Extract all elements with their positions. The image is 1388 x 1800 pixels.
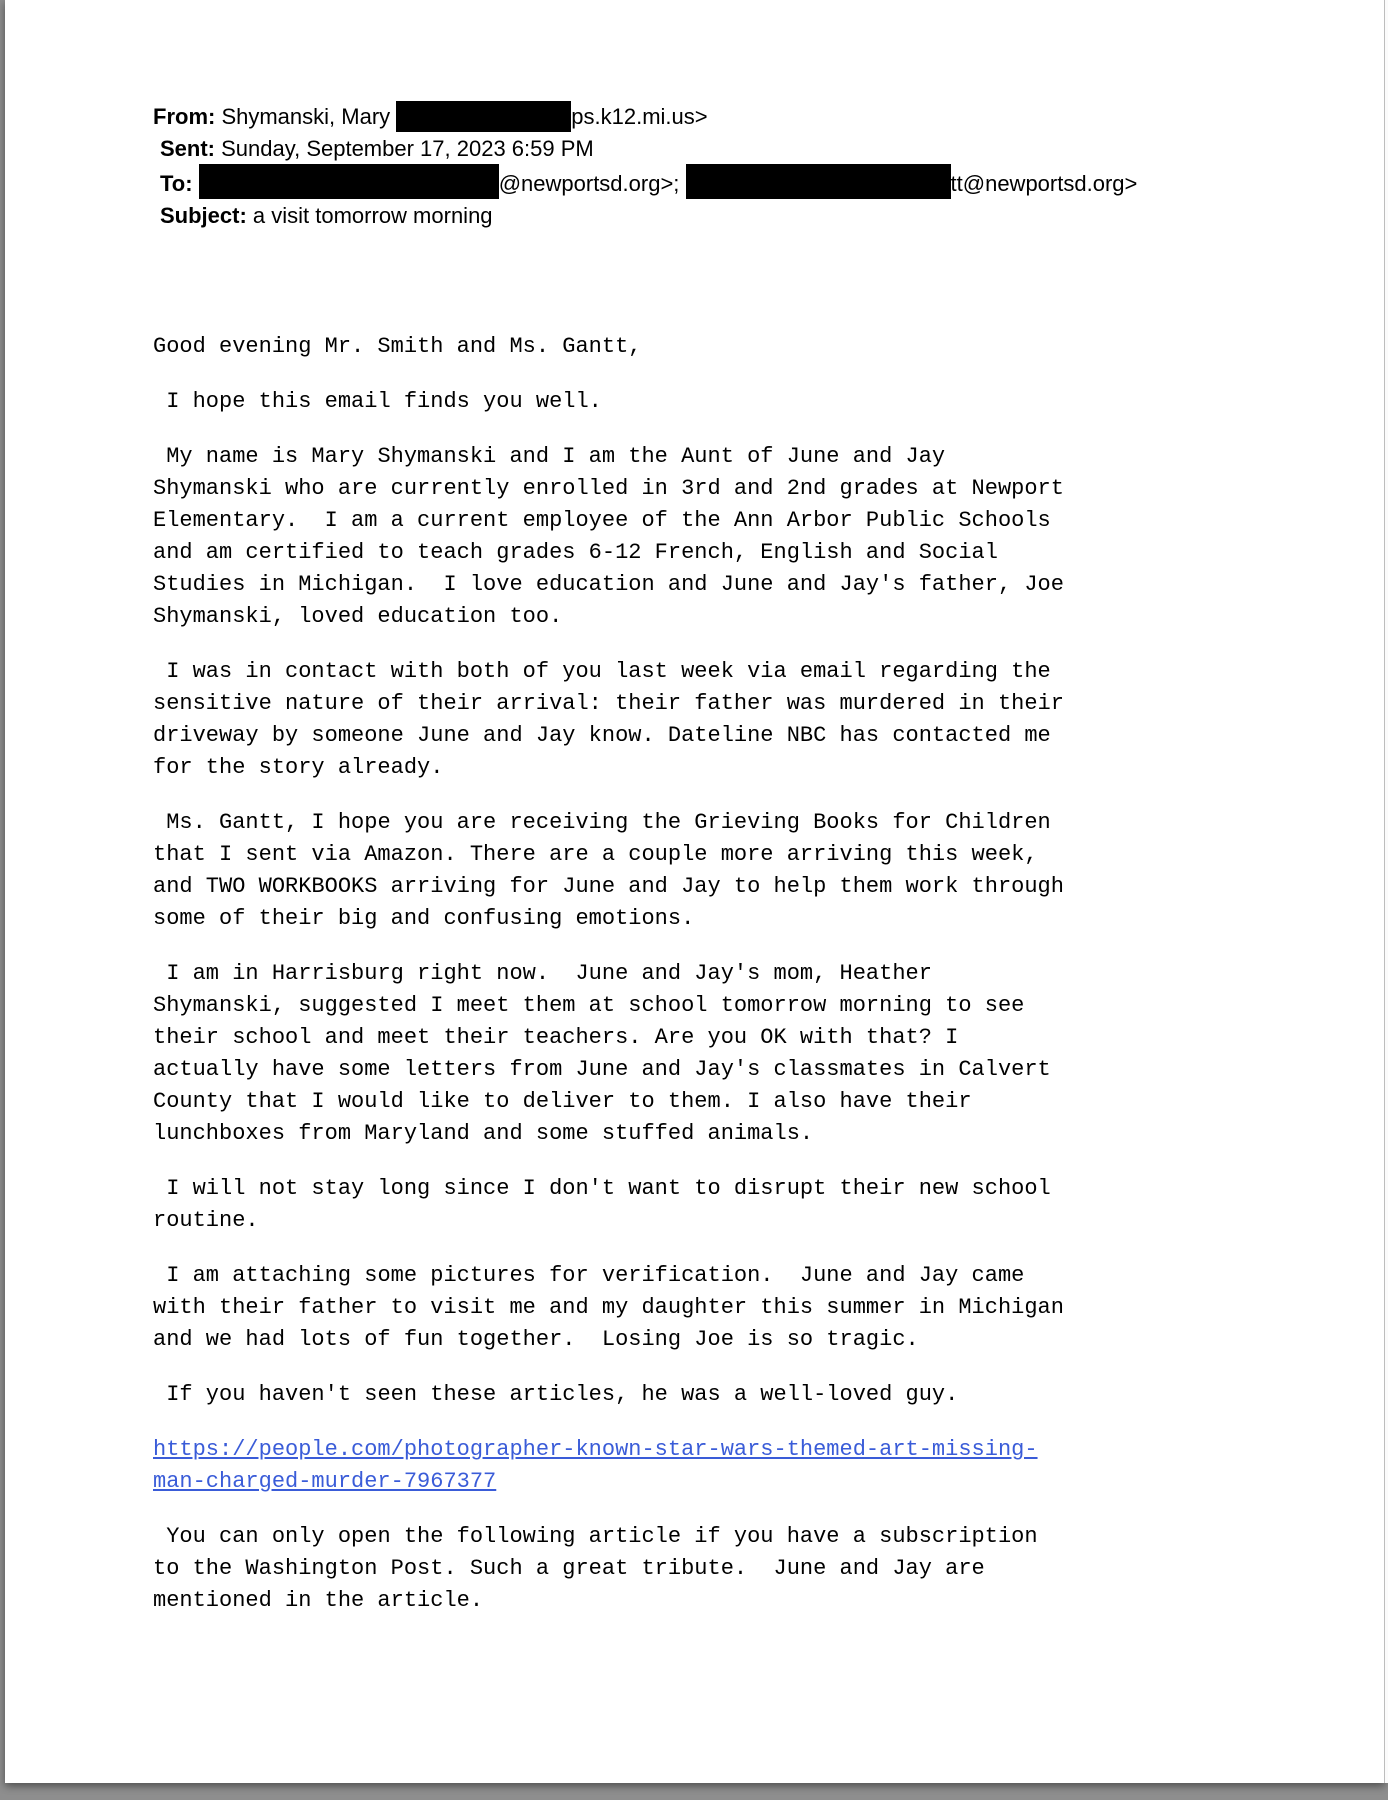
body-paragraph: You can only open the following article if you have a subscription to the Washington Post. Such a great tribute. June and Jay are mentioned in the article. (153, 1524, 1051, 1613)
email-page (5, 0, 1385, 1783)
body-paragraph: I am in Harrisburg right now. June and Jay's mom, Heather Shymanski, suggested I meet them at school tomorrow morning to see their school and meet their teachers. Are you OK with that? I actually have some letters from June and Jay's classmates in Calvert County that I would like to deliver to them. I also have their lunchboxes from Maryland and some stuffed animals. (153, 961, 1064, 1146)
email-header (153, 101, 1384, 231)
redaction-box (199, 164, 499, 199)
header-text: ps.k12.mi.us> (571, 104, 708, 129)
link-paragraph (153, 1434, 1071, 1498)
header-label-sent: Sent: (160, 135, 215, 161)
header-text: Shymanski, Mary (215, 104, 397, 129)
body-paragraph: If you haven't seen these articles, he was a well-loved guy. (153, 1382, 959, 1407)
header-text: tt@newportsd.org> (950, 171, 1138, 196)
article-link[interactable]: https://people.com/photographer-known-star-wars-themed-art-missing-man-charged-murder-7967377 (153, 1437, 1038, 1494)
header-text: a visit tomorrow morning (246, 202, 493, 228)
header-label-subject: Subject: (160, 202, 247, 228)
page-content (5, 0, 1384, 1617)
redaction-box (686, 164, 951, 199)
email-body (153, 331, 1384, 1617)
body-paragraph: Ms. Gantt, I hope you are receiving the Grieving Books for Children that I sent via Amazon. There are a couple more arriving this week, and TWO WORKBOOKS arriving for June and Jay to help them work through some of their big and confusing emotions. (153, 810, 1078, 931)
body-paragraph: I hope this email finds you well. (153, 389, 602, 414)
header-label-from: From: (153, 104, 216, 129)
header-label-to: To: (160, 171, 193, 196)
header-row-from (153, 101, 1384, 133)
header-row-to (153, 164, 1384, 200)
header-text: @newportsd.org>; (498, 171, 686, 196)
redaction-box (396, 101, 571, 132)
body-paragraph: Good evening Mr. Smith and Ms. Gantt, (153, 334, 642, 359)
header-text: Sunday, September 17, 2023 6:59 PM (215, 135, 594, 161)
header-row-subject (153, 200, 1384, 232)
body-paragraph: I will not stay long since I don't want to disrupt their new school routine. (153, 1176, 1064, 1233)
body-paragraph: My name is Mary Shymanski and I am the Aunt of June and Jay Shymanski who are currently enrolled in 3rd and 2nd grades at Newport Elementary. I am a current employee of the Ann Arbor Public Schools and am certified to teach grades 6-12 French, English and Social Studies in Michigan. I love education and June and Jay's father, Joe Shymanski, loved education too. (153, 444, 1078, 629)
body-paragraph: I was in contact with both of you last week via email regarding the sensitive nature of their arrival: their father was murdered in their driveway by someone June and Jay know. Dateline NBC has contacted me for the story already. (153, 659, 1078, 780)
body-paragraph: I am attaching some pictures for verification. June and Jay came with their father to visit me and my daughter this summer in Michigan and we had lots of fun together. Losing Joe is so tragic. (153, 1263, 1078, 1352)
header-row-sent (153, 133, 1384, 165)
